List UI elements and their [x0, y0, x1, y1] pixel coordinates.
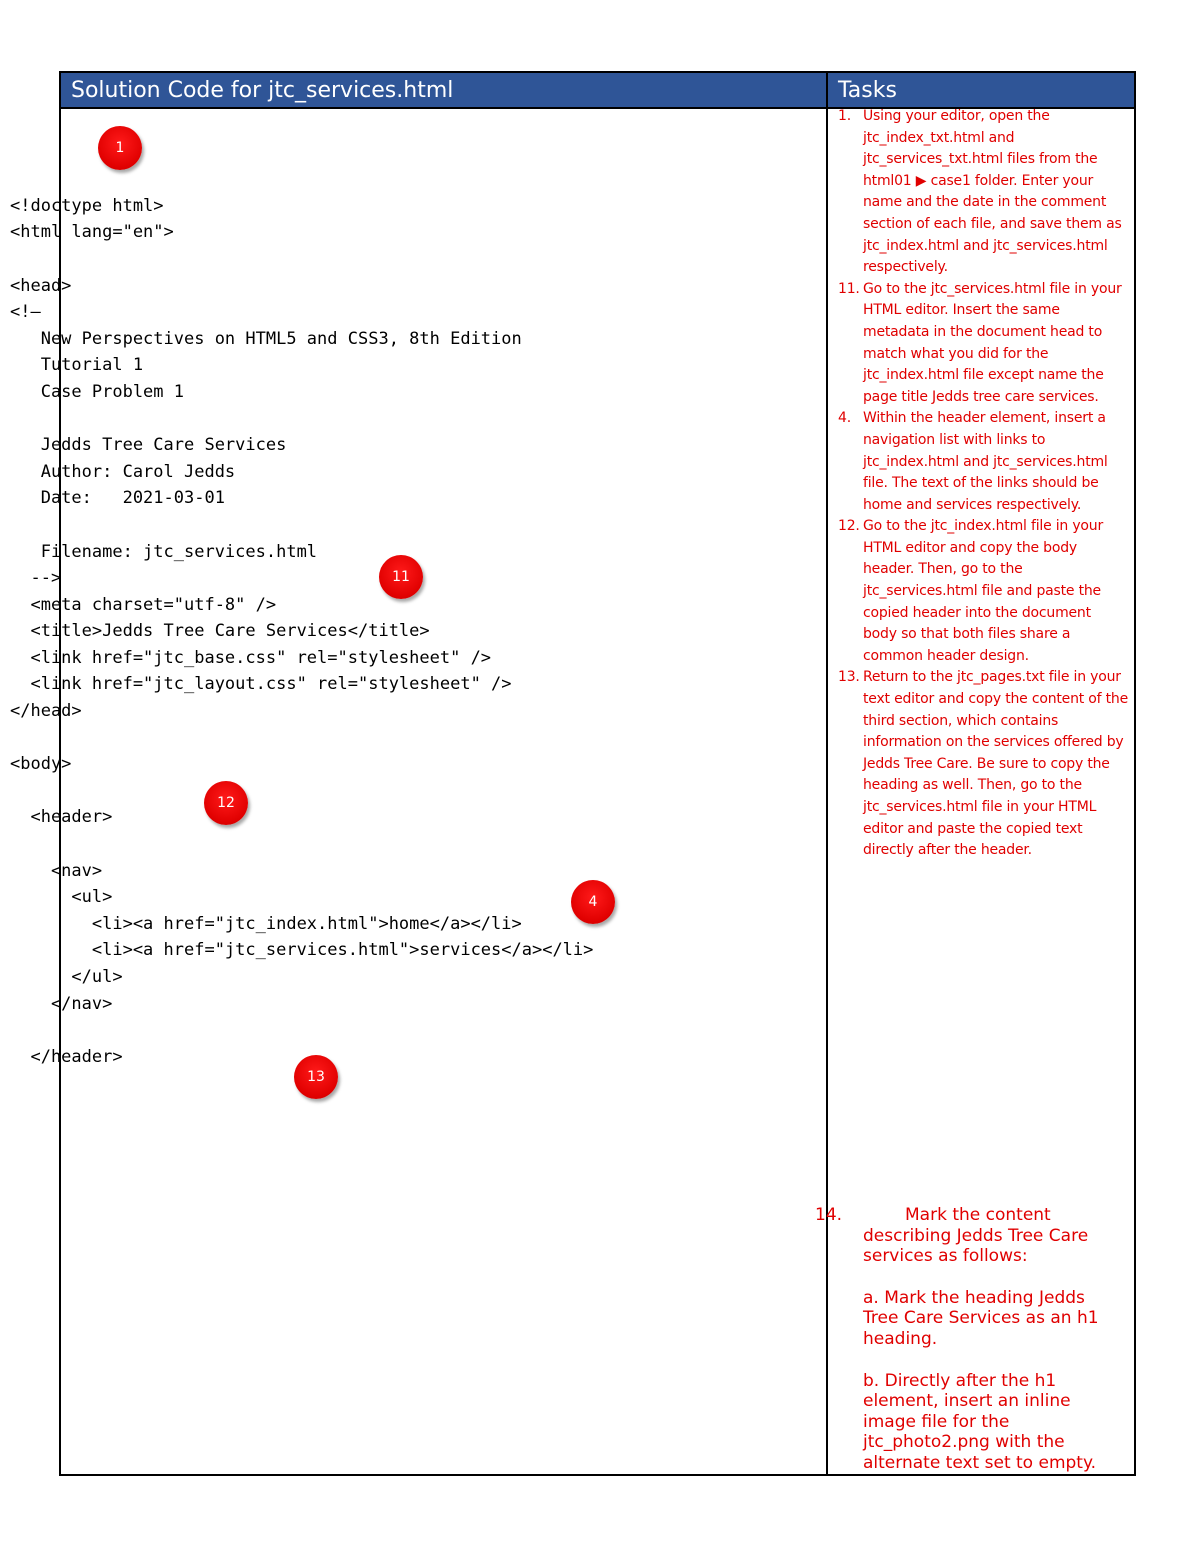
- code-column-header: Solution Code for jtc_services.html: [61, 73, 828, 109]
- code-line: </header>: [10, 1046, 123, 1067]
- code-line: </head>: [10, 701, 82, 722]
- code-line: Filename: jtc_services.html: [10, 541, 318, 562]
- task-list: [836, 106, 1128, 862]
- task-item: 11. Go to the jtc_services.html file in your HTML editor. Insert the same metadata in the document head to match what you did for the jtc_index.html file except name the page title Jedds tree care services.: [838, 280, 1122, 405]
- solution-code-block: [10, 113, 593, 1070]
- code-line: [10, 728, 20, 748]
- task-item: 1. Using your editor, open the jtc_index_txt.html and jtc_services_txt.html files from the html01 ▶ case1 folder. Enter your name and the date in the comment section of each file, and save them as jtc_index.html and jtc_services.html respectively.: [838, 108, 1122, 276]
- code-line: [10, 1020, 20, 1040]
- task-item: 12. Go to the jtc_index.html file in your HTML editor and copy the body header. Then, go to the jtc_services.html file and paste the copied header into the document body so that both files share a common header design.: [838, 518, 1104, 664]
- task-14: [815, 1205, 1124, 1474]
- code-line: <title>Jedds Tree Care Services</title>: [10, 621, 430, 642]
- code-line: <nav>: [10, 860, 103, 881]
- code-line: [10, 515, 20, 535]
- code-line: <li><a href="jtc_services.html">services</a></li>: [10, 940, 594, 961]
- code-line: <head>: [10, 275, 72, 296]
- code-line: <link href="jtc_base.css" rel="stylesheet" />: [10, 647, 492, 668]
- code-line: Case Problem 1: [10, 381, 184, 402]
- task-14-intro: 14. Mark the content describing Jedds Tree Care services as follows:: [815, 1205, 1089, 1267]
- code-line: Tutorial 1: [10, 355, 144, 376]
- code-line: <!–: [10, 302, 41, 323]
- code-line: </nav>: [10, 993, 113, 1014]
- code-line: [10, 143, 20, 163]
- code-line: [10, 409, 20, 429]
- task-item: 4. Within the header element, insert a navigation list with links to jtc_index.html and jtc_services.html file. The text of the links should be home and services respectively.: [838, 410, 1108, 513]
- step-badge-11: 11: [379, 555, 423, 599]
- code-line: [10, 781, 20, 801]
- code-line: -->: [10, 568, 62, 589]
- code-line: New Perspectives on HTML5 and CSS3, 8th Edition: [10, 328, 522, 349]
- task-14-part-a: a. Mark the heading Jedds Tree Care Services as an h1 heading.: [863, 1287, 1099, 1349]
- code-line: <header>: [10, 807, 113, 828]
- code-line: <!doctype html>: [10, 195, 164, 216]
- code-line: <body>: [10, 754, 72, 775]
- code-line: <ul>: [10, 887, 113, 908]
- task-item: 13. Return to the jtc_pages.txt file in your text editor and copy the content of the third section, which contains information on the services offered by Jedds Tree Care. Be sure to copy the heading as well. Then, go to the jtc_services.html file in your HTML editor and paste the copied text directly after the header.: [838, 669, 1129, 859]
- code-line: [10, 249, 20, 269]
- code-line: <li><a href="jtc_index.html">home</a></li>: [10, 913, 522, 934]
- code-line: [10, 169, 20, 189]
- code-line: Author: Carol Jedds: [10, 461, 236, 482]
- code-line: <html lang="en">: [10, 222, 174, 243]
- task-14-part-b: b. Directly after the h1 element, insert an inline image file for the jtc_photo2.png with the alternate text set to empty.: [863, 1370, 1097, 1473]
- code-line: [10, 116, 20, 136]
- code-line: <link href="jtc_layout.css" rel="stylesheet" />: [10, 674, 512, 695]
- code-line: </ul>: [10, 967, 123, 987]
- code-line: <meta charset="utf-8" />: [10, 594, 277, 615]
- tasks-column-header: Tasks: [828, 73, 1134, 109]
- step-badge-4: 4: [571, 880, 615, 924]
- step-badge-1: 1: [98, 126, 142, 170]
- column-divider: [826, 107, 828, 1474]
- code-line: Jedds Tree Care Services: [10, 435, 287, 456]
- code-line: Date: 2021-03-01: [10, 488, 225, 509]
- code-line: [10, 834, 20, 854]
- step-badge-13: 13: [294, 1055, 338, 1099]
- step-badge-12: 12: [204, 781, 248, 825]
